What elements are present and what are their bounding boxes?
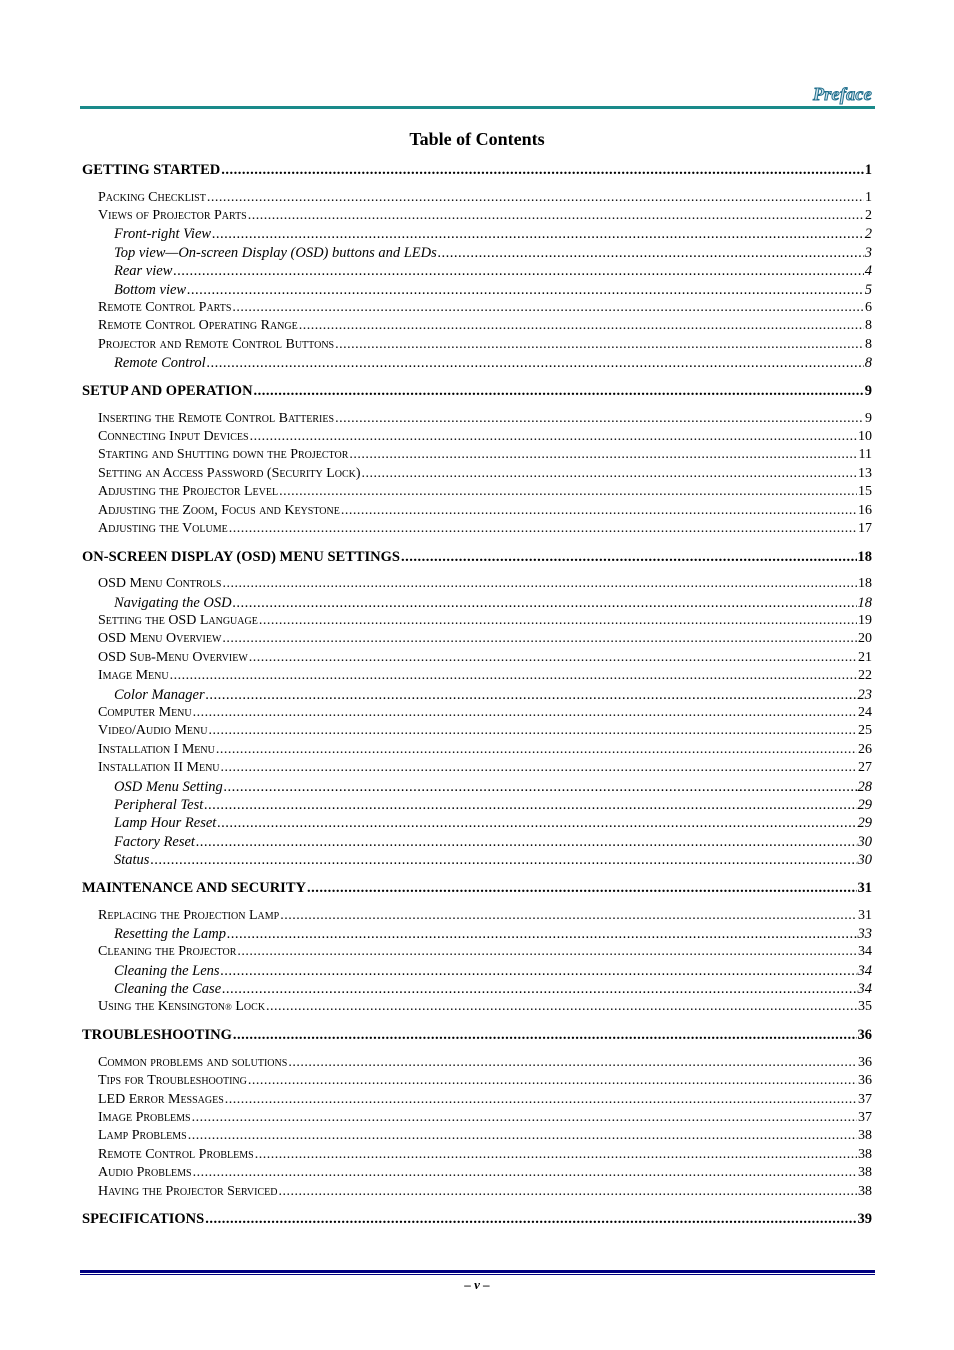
toc-section-entry[interactable] xyxy=(82,1072,872,1090)
toc-entry-text: LED Error Messages xyxy=(98,1091,224,1107)
toc-entry-text: Inserting the Remote Control Batteries xyxy=(98,410,335,426)
toc-title: Table of Contents xyxy=(409,129,545,149)
toc-section-entry[interactable] xyxy=(82,1127,872,1145)
toc-page-number: 9 xyxy=(865,410,872,426)
toc-page-number: 21 xyxy=(858,649,872,665)
dot-leader xyxy=(225,1091,857,1109)
toc-page-number: 19 xyxy=(858,613,872,629)
toc-section-entry[interactable] xyxy=(82,759,872,777)
dot-leader xyxy=(212,225,864,243)
dot-leader xyxy=(254,382,864,400)
toc-section-entry[interactable] xyxy=(82,907,872,925)
toc-page-number: 36 xyxy=(858,1054,872,1070)
toc-page-number: 39 xyxy=(857,1211,872,1228)
toc-page-number: 5 xyxy=(864,281,872,298)
toc-chapter-entry[interactable] xyxy=(82,1210,872,1228)
toc-entry-text: Installation I Menu xyxy=(98,741,215,757)
toc-entry-text: Setting the OSD Language xyxy=(98,613,258,629)
toc-section-entry[interactable] xyxy=(82,428,872,446)
dot-leader xyxy=(193,704,857,722)
dot-leader xyxy=(205,1210,856,1228)
dot-leader xyxy=(173,262,863,280)
toc-entry-text: Cleaning the Case xyxy=(114,981,222,998)
toc-section-entry[interactable]: Using the Kensington ® Lock ..... 35 xyxy=(82,998,872,1016)
toc-subsection-entry[interactable] xyxy=(82,262,872,280)
dot-leader xyxy=(288,1054,857,1072)
toc-page-number: 6 xyxy=(865,300,872,316)
dot-leader xyxy=(341,502,857,520)
toc-page-number: 29 xyxy=(857,815,872,832)
toc-page-number: 29 xyxy=(857,796,872,813)
toc-page-number: 17 xyxy=(858,520,872,536)
toc-section-entry[interactable] xyxy=(82,943,872,961)
toc-entry-text: Remote Control Parts xyxy=(98,300,232,316)
toc-page-number: 27 xyxy=(858,760,872,776)
dot-leader xyxy=(217,814,856,832)
toc-section-entry[interactable] xyxy=(82,207,872,225)
toc-section-entry[interactable] xyxy=(82,630,872,648)
toc-entry-text: Remote Control xyxy=(114,355,206,372)
toc-entry-text: Front-right View xyxy=(114,226,212,243)
toc-page-number: 36 xyxy=(858,1073,872,1089)
toc-entry-text: Setting an Access Password (Security Lock) xyxy=(98,465,361,481)
toc-page-number: 13 xyxy=(858,465,872,481)
toc-page-number: 34 xyxy=(858,944,872,960)
footer-rule-thin xyxy=(80,1274,875,1275)
toc-entry-text: Replacing the Projection Lamp xyxy=(98,907,280,923)
dot-leader xyxy=(233,1026,857,1044)
toc-page-number: 4 xyxy=(864,263,872,280)
toc-subsection-entry[interactable] xyxy=(82,796,872,814)
toc-page-number: 8 xyxy=(864,355,872,372)
dot-leader xyxy=(222,575,857,593)
toc-entry-text: Cleaning the Projector xyxy=(98,944,237,960)
toc-entry-text: Packing Checklist xyxy=(98,189,206,205)
dot-leader xyxy=(232,299,864,317)
toc-page-number: 37 xyxy=(858,1091,872,1107)
dot-leader xyxy=(438,244,864,262)
dot-leader xyxy=(250,428,857,446)
dot-leader xyxy=(307,879,857,897)
toc-page-number: 23 xyxy=(857,686,872,703)
toc-section-entry[interactable] xyxy=(82,1109,872,1127)
toc-page-number: 33 xyxy=(857,925,872,942)
toc-page-number: 25 xyxy=(858,723,872,739)
toc-section-entry[interactable] xyxy=(82,1164,872,1182)
toc-entry-text: Remote Control Problems xyxy=(98,1146,254,1162)
toc-entry-text: OSD Menu Controls xyxy=(98,576,222,592)
toc-entry-text: Lamp Hour Reset xyxy=(114,815,217,832)
toc-subsection-entry[interactable] xyxy=(82,594,872,612)
toc-page-number: 36 xyxy=(857,1027,872,1044)
toc-page-number: 38 xyxy=(858,1165,872,1181)
toc-entry-text: Resetting the Lamp xyxy=(114,925,226,942)
dot-leader xyxy=(280,907,857,925)
toc-entry-text: Adjusting the Projector Level xyxy=(98,484,279,500)
toc-page-number: 8 xyxy=(865,318,872,334)
dot-leader xyxy=(237,943,857,961)
dot-leader xyxy=(278,1183,857,1201)
toc-entry-text-suffix: Lock xyxy=(231,999,266,1015)
toc-entry-text: Color Manager xyxy=(114,686,205,703)
toc-entry-text: Cleaning the Lens xyxy=(114,962,220,979)
toc-section-entry[interactable] xyxy=(82,189,872,207)
dot-leader xyxy=(233,594,857,612)
dot-leader xyxy=(207,354,864,372)
toc-entry-text: OSD Menu Overview xyxy=(98,631,222,647)
toc-subsection-entry[interactable] xyxy=(82,225,872,243)
toc-entry-text: Bottom view xyxy=(114,281,187,298)
toc-section-entry[interactable] xyxy=(82,575,872,593)
toc-page-number: 8 xyxy=(865,336,872,352)
toc-section-entry[interactable] xyxy=(82,741,872,759)
toc-entry-text: Status xyxy=(114,852,150,869)
toc-subsection-entry[interactable] xyxy=(82,244,872,262)
toc-entry-text: Common problems and solutions xyxy=(98,1054,288,1070)
toc-section-entry[interactable] xyxy=(82,667,872,685)
toc-page-number: 9 xyxy=(864,382,872,399)
toc-entry-text: ON-SCREEN DISPLAY (OSD) MENU SETTINGS xyxy=(82,548,400,565)
toc-entry-text: Peripheral Test xyxy=(114,796,204,813)
toc-subsection-entry[interactable] xyxy=(82,354,872,372)
dot-leader xyxy=(349,446,857,464)
toc-page-number: 15 xyxy=(858,484,872,500)
toc-entry-text: Connecting Input Devices xyxy=(98,428,249,444)
toc-chapter-entry[interactable] xyxy=(82,548,872,566)
dot-leader xyxy=(248,1072,857,1090)
toc-entry-text: GETTING STARTED xyxy=(82,162,221,178)
dot-leader xyxy=(192,1109,857,1127)
dot-leader xyxy=(216,741,857,759)
toc-entry-text: OSD Sub-Menu Overview xyxy=(98,649,248,665)
dot-leader xyxy=(335,336,864,354)
toc-section-entry[interactable] xyxy=(82,446,872,464)
toc-entry-text: OSD Menu Setting xyxy=(114,778,223,795)
dot-leader xyxy=(266,998,857,1016)
header-title: Preface xyxy=(812,84,872,104)
header-rule xyxy=(80,106,875,109)
toc-entry-text: Starting and Shutting down the Projector xyxy=(98,447,349,463)
dot-leader xyxy=(206,686,857,704)
toc-section-entry[interactable] xyxy=(82,465,872,483)
toc-entry-text: Views of Projector Parts xyxy=(98,208,247,224)
toc-page-number: 2 xyxy=(864,226,872,243)
toc-entry-text: Rear view xyxy=(114,263,173,280)
page-number: – v – xyxy=(464,1277,490,1292)
toc-section-entry[interactable] xyxy=(82,299,872,317)
toc-entry-text: Image Menu xyxy=(98,668,169,684)
toc-page-number: 16 xyxy=(858,502,872,518)
toc-page-number: 1 xyxy=(865,189,872,205)
toc-entry-text: Installation II Menu xyxy=(98,760,220,776)
toc-entry-text: Image Problems xyxy=(98,1110,191,1126)
toc-entry-text: Adjusting the Zoom, Focus and Keystone xyxy=(98,502,340,518)
toc-section-entry[interactable] xyxy=(82,612,872,630)
toc-chapter-entry[interactable] xyxy=(82,382,872,400)
dot-leader xyxy=(221,161,864,179)
toc-chapter-entry[interactable] xyxy=(82,1026,872,1044)
dot-leader xyxy=(401,548,857,566)
toc-section-entry[interactable] xyxy=(82,1183,872,1201)
dot-leader xyxy=(335,410,864,428)
dot-leader xyxy=(229,520,857,538)
toc-entry-text: Lamp Problems xyxy=(98,1128,187,1144)
toc-entry-text: SPECIFICATIONS xyxy=(82,1211,205,1228)
dot-leader xyxy=(224,778,857,796)
toc-page-number: 24 xyxy=(858,705,872,721)
toc-entry-text: Computer Menu xyxy=(98,705,192,721)
dot-leader xyxy=(150,851,856,869)
toc-page-number: 34 xyxy=(857,981,872,998)
toc-section-entry[interactable] xyxy=(82,649,872,667)
toc-page-number: 20 xyxy=(858,631,872,647)
dot-leader xyxy=(299,317,864,335)
toc-entry-text: Remote Control Operating Range xyxy=(98,318,298,334)
toc-subsection-entry[interactable] xyxy=(82,962,872,980)
dot-leader xyxy=(222,980,856,998)
dot-leader xyxy=(193,1164,857,1182)
toc-entry-text: Top view—On-screen Display (OSD) buttons and LEDs xyxy=(114,244,437,261)
toc-subsection-entry[interactable] xyxy=(82,281,872,299)
toc-subsection-entry[interactable] xyxy=(82,851,872,869)
dot-leader xyxy=(248,207,864,225)
toc-entry-text: Navigating the OSD xyxy=(114,594,232,611)
dot-leader xyxy=(187,281,864,299)
toc-section-entry[interactable] xyxy=(82,722,872,740)
toc-page-number: 30 xyxy=(857,833,872,850)
toc-entry-text: Tips for Troubleshooting xyxy=(98,1073,247,1089)
dot-leader xyxy=(362,465,857,483)
dot-leader xyxy=(222,630,857,648)
toc-page-number: 11 xyxy=(858,447,872,463)
toc-section-entry[interactable] xyxy=(82,317,872,335)
toc-page-number: 22 xyxy=(858,668,872,684)
toc-section-entry[interactable] xyxy=(82,1146,872,1164)
dot-leader xyxy=(188,1127,857,1145)
toc-page-number: 10 xyxy=(858,428,872,444)
toc-page-number: 1 xyxy=(864,162,872,178)
toc-page-number: 2 xyxy=(865,208,872,224)
toc-subsection-entry[interactable] xyxy=(82,778,872,796)
toc-section-entry[interactable] xyxy=(82,410,872,428)
dot-leader xyxy=(255,1146,857,1164)
toc-page-number: 31 xyxy=(857,879,872,896)
toc-section-entry[interactable] xyxy=(82,336,872,354)
dot-leader xyxy=(227,925,857,943)
toc-section-entry[interactable] xyxy=(82,1091,872,1109)
toc-chapter-entry[interactable] xyxy=(82,161,872,179)
toc-subsection-entry[interactable] xyxy=(82,833,872,851)
toc-page-number: 37 xyxy=(858,1110,872,1126)
dot-leader xyxy=(259,612,857,630)
toc-section-entry[interactable] xyxy=(82,520,872,538)
toc-entry-text: Adjusting the Volume xyxy=(98,520,228,536)
dot-leader xyxy=(221,759,857,777)
dot-leader xyxy=(249,649,857,667)
toc-section-entry[interactable] xyxy=(82,1054,872,1072)
dot-leader xyxy=(170,667,857,685)
toc-entry-text: Using the Kensington xyxy=(98,999,226,1015)
toc-entry-text: Projector and Remote Control Buttons xyxy=(98,336,335,352)
toc-subsection-entry[interactable] xyxy=(82,980,872,998)
dot-leader xyxy=(279,483,857,501)
toc-page-number: 38 xyxy=(858,1183,872,1199)
toc-section-entry[interactable] xyxy=(82,704,872,722)
toc-page-number: 3 xyxy=(864,244,872,261)
toc-entry-text: MAINTENANCE AND SECURITY xyxy=(82,879,306,896)
toc-entry-text: Having the Projector Serviced xyxy=(98,1183,278,1199)
toc-subsection-entry[interactable] xyxy=(82,814,872,832)
toc-page-number: 31 xyxy=(858,907,872,923)
toc-subsection-entry[interactable] xyxy=(82,925,872,943)
toc-page-number: 18 xyxy=(858,576,872,592)
toc-page-number: 34 xyxy=(857,962,872,979)
dot-leader xyxy=(204,796,856,814)
toc-entry-text: TROUBLESHOOTING xyxy=(82,1027,232,1044)
toc-entry-text: Factory Reset xyxy=(114,833,195,850)
toc-entry-text: Video/Audio Menu xyxy=(98,723,208,739)
toc-page-number: 30 xyxy=(857,852,872,869)
toc-chapter-entry[interactable] xyxy=(82,879,872,897)
toc-entry-text: Audio Problems xyxy=(98,1165,192,1181)
toc-section-entry[interactable] xyxy=(82,483,872,501)
dot-leader xyxy=(221,962,857,980)
toc-list xyxy=(82,161,872,1238)
dot-leader xyxy=(209,722,858,740)
toc-page-number: 35 xyxy=(858,999,872,1015)
toc-entry-text: SETUP AND OPERATION xyxy=(82,382,253,399)
dot-leader xyxy=(207,189,864,207)
dot-leader xyxy=(196,833,857,851)
toc-page-number: 18 xyxy=(857,594,872,611)
toc-page-number: 26 xyxy=(858,741,872,757)
toc-page-number: 28 xyxy=(857,778,872,795)
toc-page-number: 18 xyxy=(857,548,872,565)
toc-section-entry[interactable] xyxy=(82,502,872,520)
footer-rule xyxy=(80,1270,875,1273)
toc-page-number: 38 xyxy=(858,1128,872,1144)
toc-subsection-entry[interactable] xyxy=(82,686,872,704)
toc-page-number: 38 xyxy=(858,1146,872,1162)
